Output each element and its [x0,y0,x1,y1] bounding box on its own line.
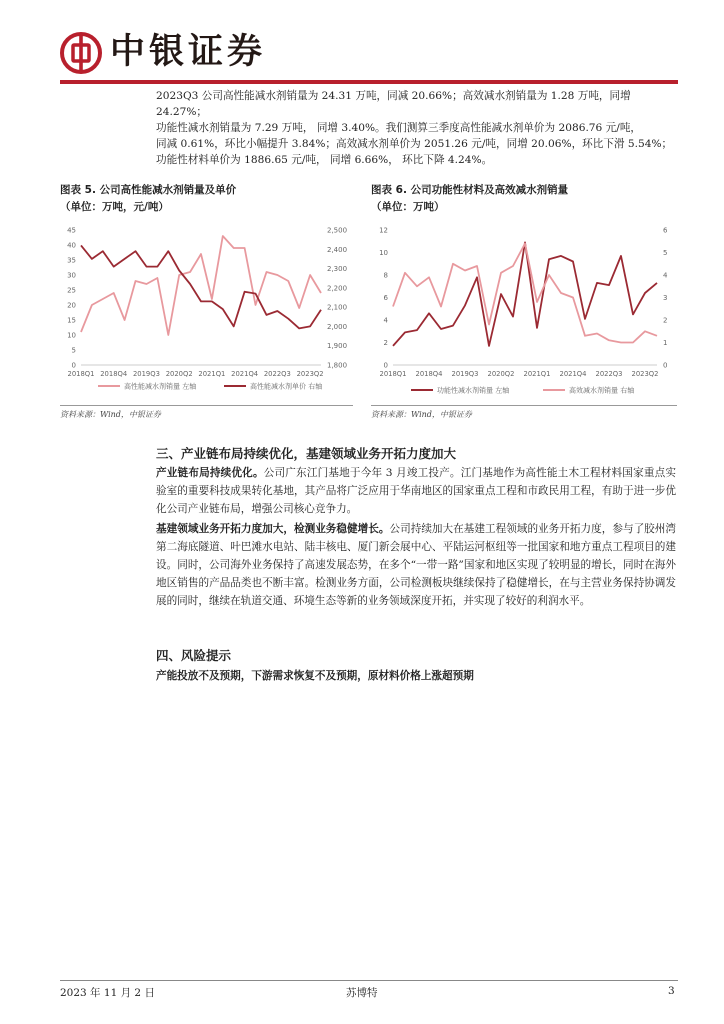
section-4-heading: 四、风险提示 [156,648,232,663]
x-axis-tick-label: 2021Q4 [231,370,259,378]
figure-6-source: 资料来源：Wind，中银证券 [371,410,472,419]
x-axis-tick-label: 2021Q4 [559,370,587,378]
figure-5-title: 图表 5. 公司高性能减水剂销量及单价 [60,184,237,196]
right-axis-tick-label: 6 [663,226,668,235]
right-axis-tick-label: 2 [663,316,668,325]
left-axis-tick-label: 40 [67,241,76,250]
header-rule [60,80,678,84]
figure-6-chart [369,220,681,402]
right-axis-tick-label: 0 [663,361,668,370]
x-axis-tick-label: 2019Q3 [132,370,160,378]
left-axis-tick-label: 10 [379,249,388,257]
company-logo-icon [60,32,102,74]
left-axis-tick-label: 8 [383,271,388,280]
section-3-paragraph-2 [156,520,676,610]
x-axis-tick-label: 2023Q2 [631,370,659,378]
x-axis-tick-label: 2018Q1 [67,370,95,378]
x-axis-tick-label: 2023Q2 [296,370,324,378]
legend-label-1: 功能性减水剂销量 左轴 [437,386,510,395]
paragraph-1-text: 公司广东江门基地于今年 3 月竣工投产。江门基地作为高性能土木工程材料国家重点实验室的重要科技成果转化基地，其产品将广泛应用于华南地区的国家重点工程和市政民用工程，有助于进一步优化公司产业链布局，增强公司核心竞争力。 [156,467,676,515]
right-axis-tick-label: 2,200 [327,284,348,293]
paragraph-1-lead: 产业链布局持续优化。 [156,467,264,479]
x-axis-tick-label: 2018Q4 [100,370,128,378]
x-axis-tick-label: 2021Q1 [198,370,226,378]
left-axis-tick-label: 10 [67,331,76,340]
left-axis-tick-label: 0 [383,361,388,370]
footer-rule [60,980,678,981]
left-axis-tick-label: 15 [67,316,76,325]
series-line-1 [393,242,657,346]
risk-text: 产能投放不及预期，下游需求恢复不及预期，原材料价格上涨超预期 [156,670,474,682]
right-axis-tick-label: 1,800 [327,361,348,370]
right-axis-tick-label: 2,500 [327,226,348,235]
left-axis-tick-label: 45 [67,226,76,235]
right-axis-tick-label: 2,400 [327,245,348,254]
brand-name: 中银证券 [110,32,267,72]
intro-line: 2023Q3 公司高性能减水剂销量为 24.31 万吨，同减 20.66%；高效减水剂销量为 1.28 万吨，同增 24.27%； [156,90,631,118]
figure-5-unit: （单位：万吨，元/吨） [60,201,169,213]
figure-6-title: 图表 6. 公司功能性材料及高效减水剂销量 [371,184,569,196]
x-axis-tick-label: 2020Q2 [165,370,193,378]
x-axis-tick-label: 2019Q3 [451,370,479,378]
left-axis-tick-label: 20 [67,301,76,310]
left-axis-tick-label: 2 [383,339,388,347]
left-axis-tick-label: 30 [67,271,76,280]
left-axis-tick-label: 5 [71,346,76,355]
x-axis-tick-label: 2018Q4 [415,370,443,378]
legend-label-2: 高效减水剂销量 右轴 [569,386,635,395]
figure-5-source-rule [60,405,353,406]
legend-label-2: 高性能减水剂单价 右轴 [250,382,323,391]
right-axis-tick-label: 5 [663,249,668,257]
x-axis-tick-label: 2020Q2 [487,370,515,378]
right-axis-tick-label: 1 [663,339,668,347]
figure-6-source-rule [371,405,677,406]
series-line-2 [81,245,321,328]
x-axis-tick-label: 2022Q3 [595,370,623,378]
x-axis-tick-label: 2022Q3 [263,370,291,378]
right-axis-tick-label: 3 [663,294,668,302]
paragraph-2-text: 公司持续加大在基建工程领域的业务开拓力度，参与了胶州湾第二海底隧道、叶巴滩水电站、陆丰核电、厦门新会展中心、平陆运河枢纽等一批国家和地方重点工程项目的建设。同时，公司海外业务保持了高速发展态势，在多个“一带一路”国家和地区实现了较明显的增长，同时在海外地区销售的产品品类也不断丰富。检测业务方面，公司检测板块继续保持了稳健增长，在与主营业务保持协调发展的同时，继续在轨道交通、环境生态等新的业务领域深度开拓，并实现了较好的利润水平。 [156,523,677,607]
left-axis-tick-label: 35 [67,256,76,265]
section-3-paragraph-1 [156,464,676,518]
figure-5-source: 资料来源：Wind，中银证券 [60,410,161,419]
left-axis-tick-label: 25 [67,286,76,295]
paragraph-2-lead: 基建领域业务开拓力度加大，检测业务稳健增长。 [156,523,390,535]
left-axis-tick-label: 12 [379,226,388,235]
left-axis-tick-label: 0 [71,361,76,370]
figure-5-chart [58,220,358,402]
figure-6-unit: （单位：万吨） [371,201,445,213]
left-axis-tick-label: 4 [383,316,388,325]
x-axis-tick-label: 2018Q1 [379,370,407,378]
intro-line: 功能性减水剂销量为 7.29 万吨， 同增 3.40%。我们测算三季度高性能减水剂单价为 2086.76 元/吨， [156,122,642,134]
intro-line: 同减 0.61%，环比小幅提升 3.84%；高效减水剂单价为 2051.26 元/吨，同增 20.06%，环比下滑 5.54%； [156,138,673,150]
series-line-1 [81,236,321,335]
footer-title: 苏博特 [346,987,378,999]
intro-paragraph [156,88,676,168]
section-3-heading: 三、产业链布局持续优化，基建领域业务开拓力度加大 [156,446,457,461]
x-axis-tick-label: 2021Q1 [523,370,551,378]
legend-label-1: 高性能减水剂销量 左轴 [124,382,197,391]
right-axis-tick-label: 4 [663,271,668,280]
right-axis-tick-label: 2,100 [327,303,348,312]
right-axis-tick-label: 1,900 [327,342,348,351]
footer-page-number: 3 [668,985,675,997]
series-line-2 [393,244,657,343]
right-axis-tick-label: 2,000 [327,322,348,331]
intro-line: 功能性材料单价为 1886.65 元/吨， 同增 6.66%， 环比下降 4.24%。 [156,154,493,166]
footer-date: 2023 年 11 月 2 日 [60,987,155,999]
left-axis-tick-label: 6 [383,294,388,302]
right-axis-tick-label: 2,300 [327,265,348,274]
